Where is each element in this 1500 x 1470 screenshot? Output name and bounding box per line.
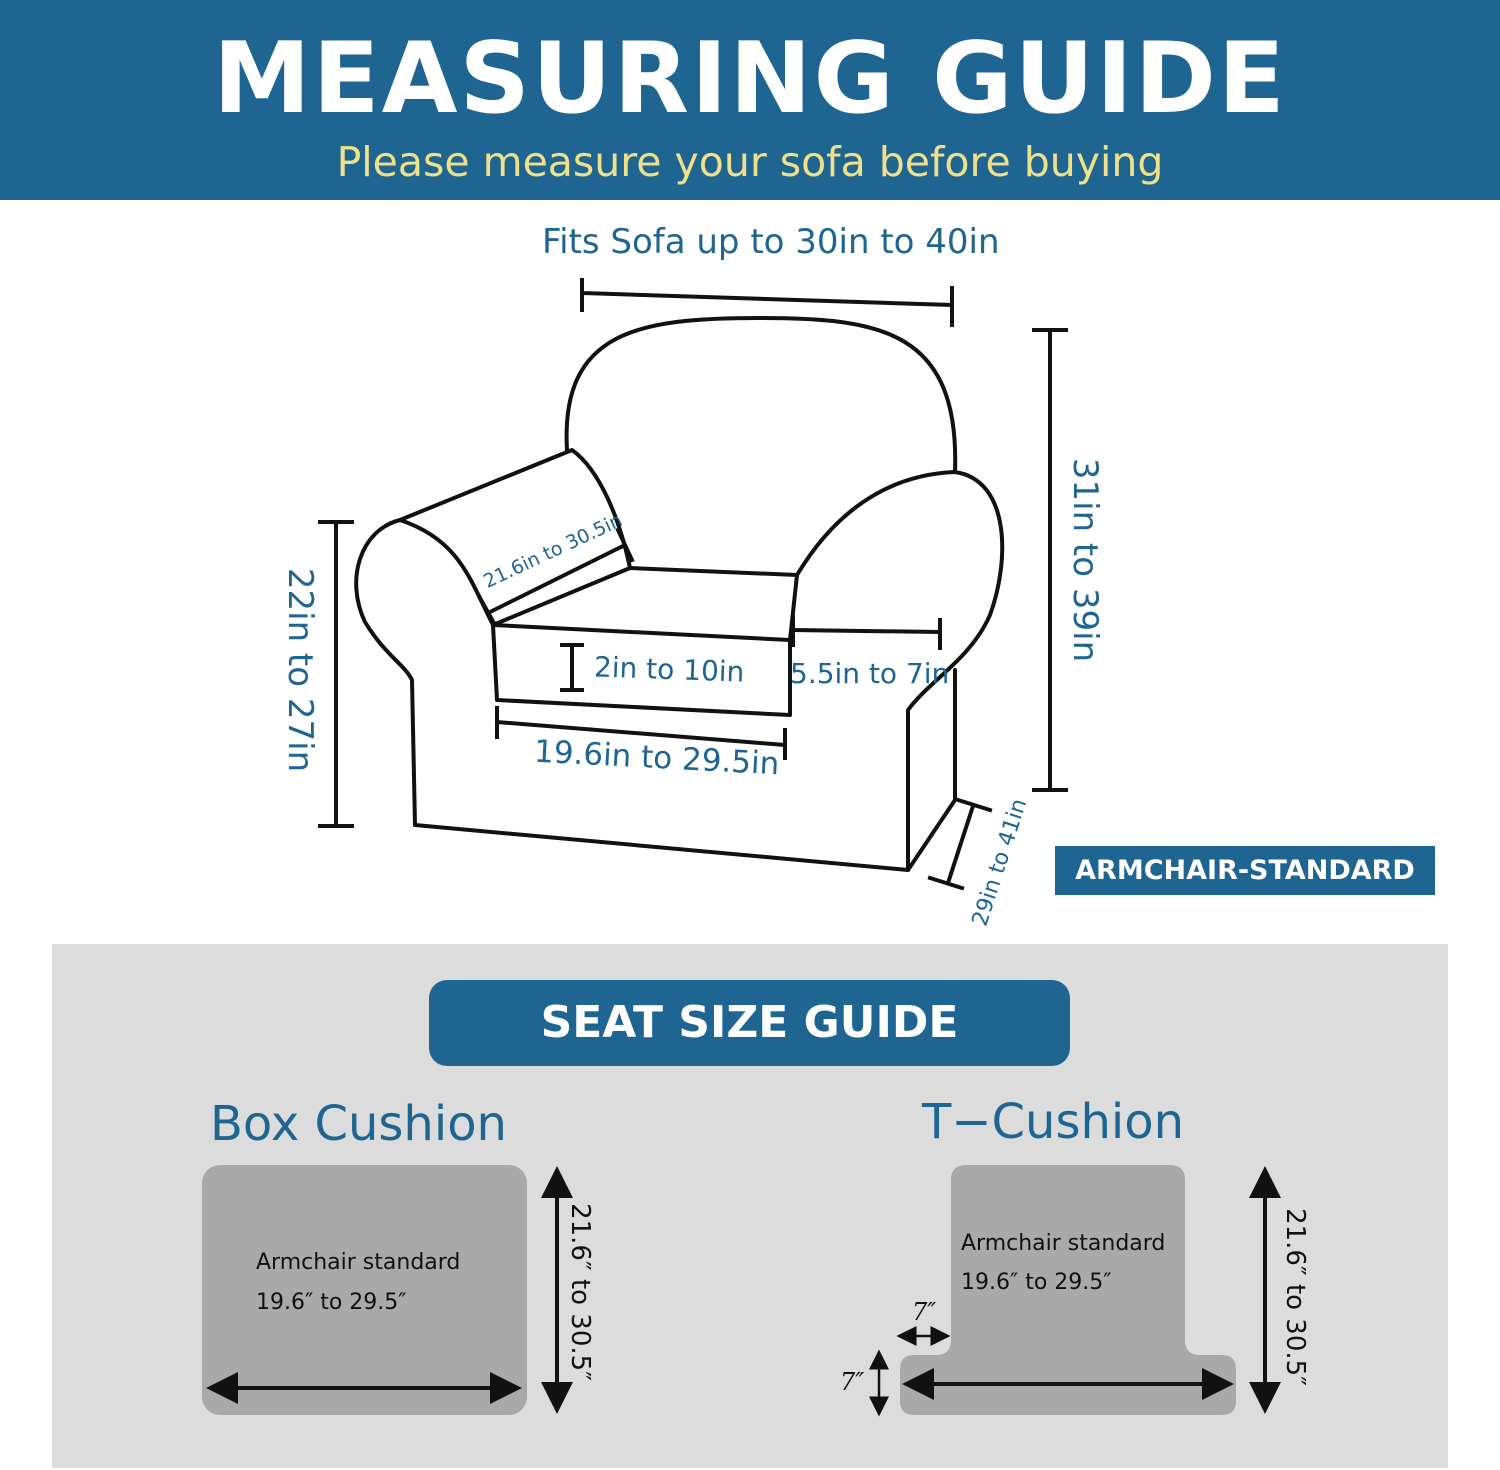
armchair-badge: ARMCHAIR-STANDARD [1055, 846, 1435, 895]
arm-width-label: 5.5in to 7in [790, 657, 950, 690]
t-depth-label: 21.6″ to 30.5″ [1280, 1208, 1310, 1386]
t-ear-height-label: 7″ [840, 1368, 865, 1396]
arm-height-label: 22in to 27in [280, 567, 320, 773]
depth-label: 29in to 41in [967, 795, 1033, 930]
width-label: Fits Sofa up to 30in to 40in [542, 222, 1000, 262]
seat-guide-banner: SEAT SIZE GUIDE [429, 980, 1070, 1066]
t-cushion-title: T−Cushion [922, 1094, 1185, 1150]
box-cushion-line2: 19.6″ to 29.5″ [256, 1290, 407, 1315]
page-title: MEASURING GUIDE [213, 22, 1287, 136]
t-cushion-line2: 19.6″ to 29.5″ [961, 1270, 1112, 1295]
height-label: 31in to 39in [1065, 457, 1105, 663]
seat-depth-label: 21.6in to 30.5in [480, 509, 626, 593]
seat-width-label: 19.6in to 29.5in [533, 733, 781, 783]
box-depth-label: 21.6″ to 30.5″ [565, 1203, 595, 1381]
page-subtitle: Please measure your sofa before buying [336, 138, 1164, 186]
t-cushion-line1: Armchair standard [961, 1231, 1166, 1256]
box-cushion-line1: Armchair standard [256, 1250, 461, 1275]
t-ear-width-label: 7″ [912, 1298, 937, 1326]
box-cushion-title: Box Cushion [210, 1096, 507, 1152]
cushion-thickness-label: 2in to 10in [593, 650, 745, 689]
